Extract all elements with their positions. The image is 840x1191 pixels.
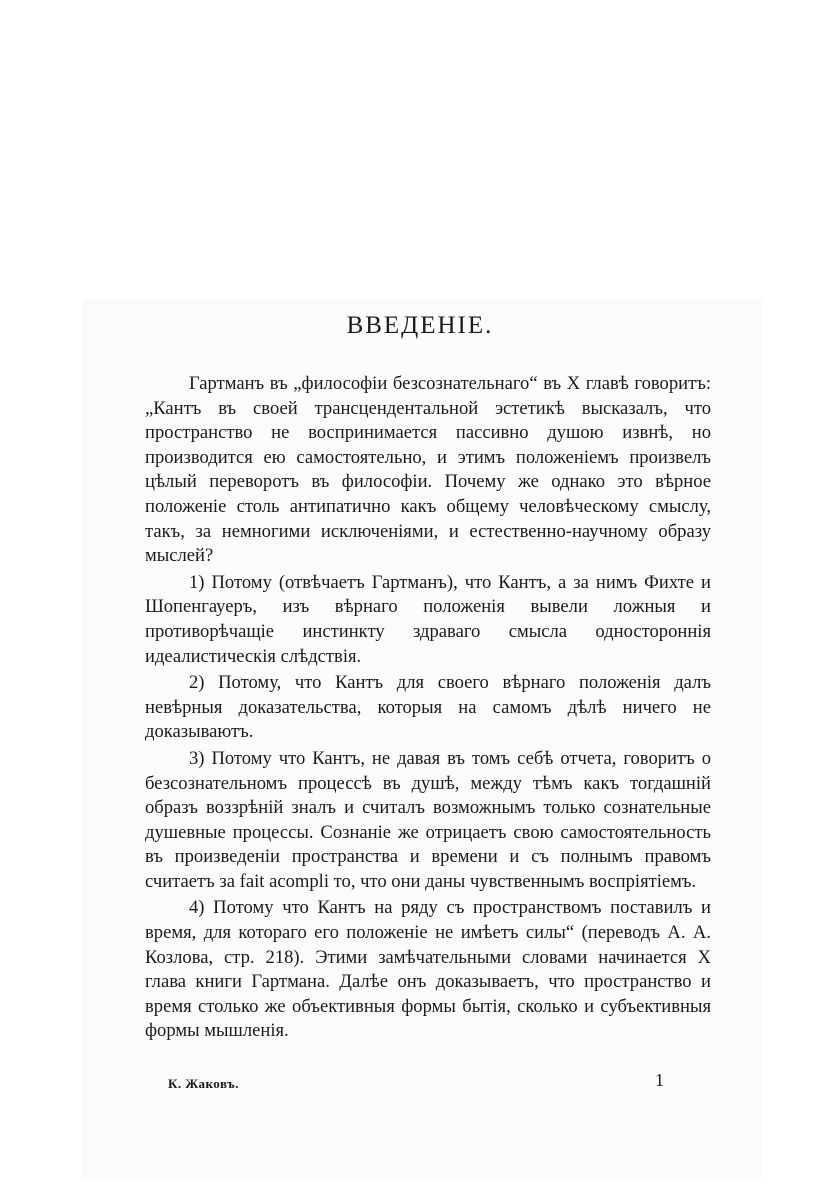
paragraph-point-3: 3) Потому что Кантъ, не давая въ томъ себѣ отчета, говоритъ о безсознательномъ процессѣ въ душѣ, между тѣмъ какъ тогдашнiй образъ воззрѣнiй зналъ и считалъ возможнымъ только сознательные душевные процессы. Сознанiе же отрицаетъ свою самостоятельность въ произведенiи пространства и времени и съ полнымъ правомъ считаетъ за fait acompli то, что они даны чувственнымъ воспрiятiемъ.	[145, 747, 711, 892]
paragraph-point-4: 4) Потому что Кантъ на ряду съ пространствомъ поставилъ и время, для котораго его положенiе не имѣетъ силы“ (переводъ А. А. Козлова, стр. 218). Этими замѣчательными словами начинается X глава книги Гартмана. Далѣе онъ доказываетъ, что пространство и время столько же объективныя формы бытiя, сколько и субъективныя формы мышленiя.	[145, 897, 711, 1042]
paragraph-point-1: 1) Потому (отвѣчаетъ Гартманъ), что Кантъ, а за нимъ Фихте и Шопенгауеръ, изъ вѣрнаго положенiя вывели ложныя и противорѣчащiе инстинкту здраваго смысла одностороннiя идеалистическiя слѣдствiя.	[145, 571, 711, 667]
paragraph-point-2: 2) Потому, что Кантъ для своего вѣрнаго положенiя далъ невѣрныя доказательства, которыя на самомъ дѣлѣ ничего не доказываютъ.	[145, 672, 711, 743]
footer-author: К. Жаковъ.	[168, 1076, 239, 1091]
page-number: 1	[655, 1070, 664, 1090]
page-title: ВВЕДЕНIЕ.	[346, 312, 494, 339]
body-text	[145, 372, 711, 1046]
paragraph-intro: Гартманъ въ „философiи безсознательнаго“ въ X главѣ говоритъ: „Кантъ въ своей трансцендентальной эстетикѣ высказалъ, что пространство не воспринимается пассивно душою извнѣ, но производится ею самостоятельно, и этимъ положенiемъ произвелъ цѣлый переворотъ въ философiи. Почему же однако это вѣрное положенiе столь антипатично какъ общему человѣческому смыслу, такъ, за немногими исключенiями, и естественно-научному образу мыслей?	[145, 373, 711, 567]
